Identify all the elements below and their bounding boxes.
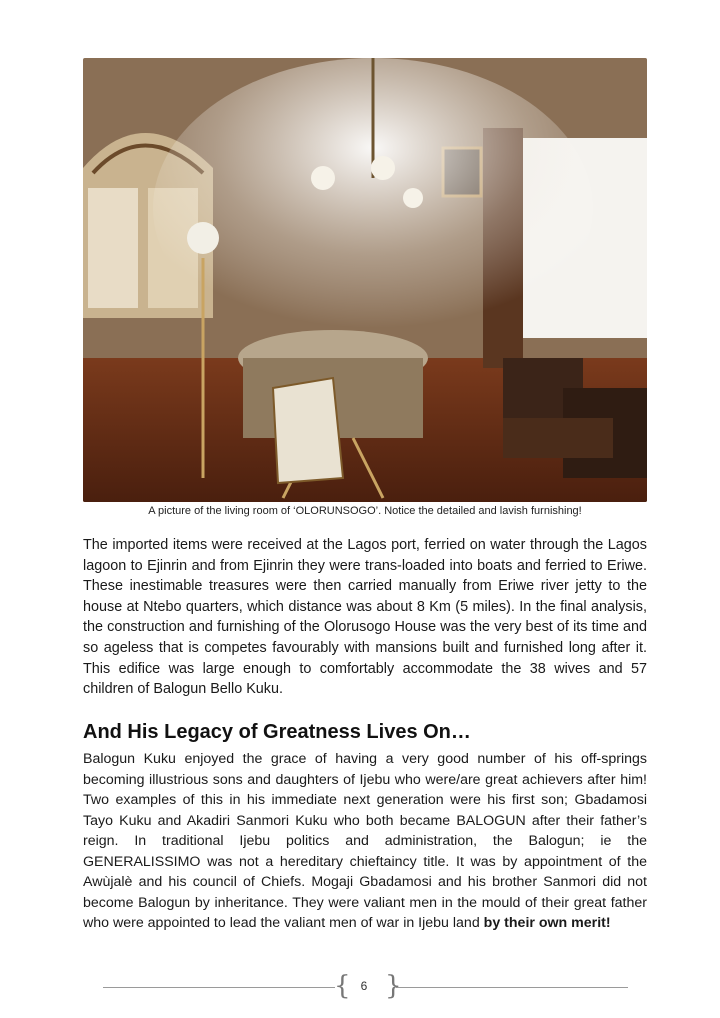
section-heading: And His Legacy of Greatness Lives On… — [83, 721, 471, 743]
right-brace-icon: } — [385, 971, 402, 1001]
left-brace-icon: { — [334, 971, 351, 1001]
footer-rule-right — [396, 987, 628, 988]
photo-caption: A picture of the living room of ‘OLORUNSOGO’. Notice the detailed and lavish furnishing! — [148, 505, 582, 517]
paragraph-2-bold-text: by their own merit! — [483, 915, 611, 931]
footer-rule-left — [103, 987, 335, 988]
paragraph-2-text: Balogun Kuku enjoyed the grace of having a very good number of his off-springs becoming illustrious sons and daughters of Ijebu who were/are great achievers after him! Two examples of this in his immediate next generation were his first son; Gbadamosi Tayo Kuku and Akadiri Sanmori Kuku who both became BALOGUN after their father’s reign. In traditional Ijebu politics and administration, the Balogun; ie the GENERALISSIMO was not a hereditary chieftaincy title. It was by appointment of the Awùjalè and his council of Chiefs. Mogaji Gbadamosi and his brother Sanmori did not become Balogun by inheritance. They were valiant men in the mould of their great father who were appointed to lead the valiant men of war in Ijebu land — [83, 751, 647, 931]
page-number: 6 — [360, 979, 368, 993]
living-room-photo — [83, 58, 647, 502]
body-paragraph-2 — [83, 749, 647, 934]
body-paragraph-1: The imported items were received at the Lagos port, ferried on water through the Lagos lagoon to Ejinrin and from Ejinrin they were trans-loaded into boats and ferried to Eriwe. These inestimable treasures were then carried manually from Eriwe river jetty to the house at Ntebo quarters, which distance was about 8 Km (5 miles). In the final analysis, the construction and furnishing of the Olorusogo House was the very best of its time and so ageless that is competes favourably with mansions built and furnished long after it. This edifice was large enough to comfortably accommodate the 38 wives and 57 children of Balogun Bello Kuku. — [83, 537, 647, 698]
living-room-illustration — [83, 58, 647, 502]
